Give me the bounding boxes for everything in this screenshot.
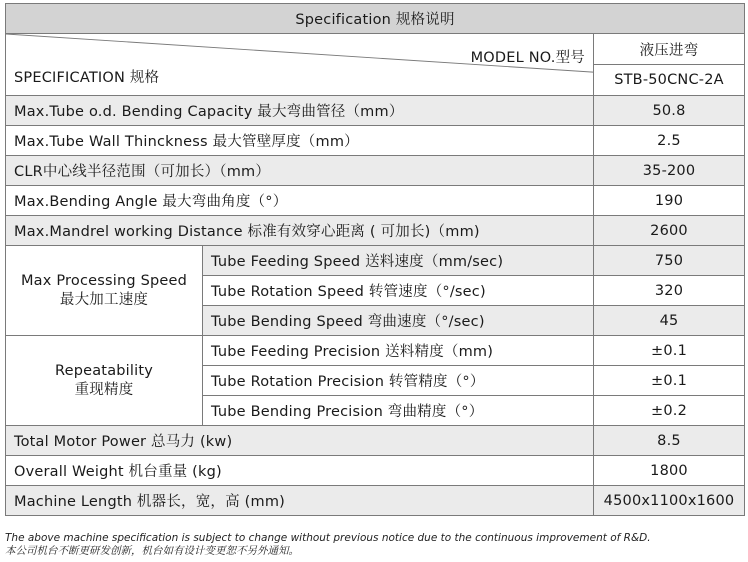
spec-label-length: Machine Length 机器长，宽，高 (mm) <box>6 486 594 516</box>
model-no-label: MODEL NO.型号 <box>470 50 585 66</box>
spec-value-feeding-speed: 750 <box>594 246 745 276</box>
table-row <box>6 456 745 486</box>
spec-value-wall: 2.5 <box>594 126 745 156</box>
speed-group-en: Max Processing Speed <box>20 272 188 289</box>
spec-label-mandrel: Max.Mandrel working Distance 标准有效穿心距离 ( 可加长)（mm) <box>6 216 594 246</box>
footnote-en: The above machine specification is subject to change without previous notice due to the continuous improvement of R&D. <box>5 532 651 544</box>
spec-label-clr: CLR中心线半径范围（可加长）（mm） <box>6 156 594 186</box>
table-row <box>6 246 745 276</box>
footnote <box>5 532 651 558</box>
spec-label-weight: Overall Weight 机台重量 (kg) <box>6 456 594 486</box>
spec-label-rotation-precision: Tube Rotation Precision 转管精度（°） <box>203 366 594 396</box>
table-title: Specification 规格说明 <box>6 4 745 34</box>
spec-label-tube-od: Max.Tube o.d. Bending Capacity 最大弯曲管径（mm） <box>6 96 594 126</box>
spec-value-rotation-precision: ±0.1 <box>594 366 745 396</box>
repeat-group-cn: 重现精度 <box>74 381 134 398</box>
spec-label-bending-precision: Tube Bending Precision 弯曲精度（°） <box>203 396 594 426</box>
diagonal-header-cell <box>6 34 594 96</box>
spec-label-feeding-precision: Tube Feeding Precision 送料精度（mm) <box>203 336 594 366</box>
spec-value-weight: 1800 <box>594 456 745 486</box>
spec-value-length: 4500x1100x1600 <box>594 486 745 516</box>
specification-label: SPECIFICATION 规格 <box>14 70 160 86</box>
table-row <box>6 126 745 156</box>
table-row <box>6 486 745 516</box>
table-row <box>6 156 745 186</box>
table-title-row <box>6 4 745 34</box>
spec-value-mandrel: 2600 <box>594 216 745 246</box>
spec-value-bending-speed: 45 <box>594 306 745 336</box>
table-row <box>6 336 745 366</box>
speed-group-label <box>6 246 203 336</box>
speed-group-cn: 最大加工速度 <box>59 291 149 308</box>
spec-value-clr: 35-200 <box>594 156 745 186</box>
spec-table <box>5 3 745 516</box>
table-row <box>6 216 745 246</box>
repeat-group-en: Repeatability <box>54 362 154 379</box>
table-row <box>6 426 745 456</box>
footnote-cn: 本公司机台不断更研发创新，机台如有设计变更恕不另外通知。 <box>5 545 299 557</box>
spec-label-angle: Max.Bending Angle 最大弯曲角度（°） <box>6 186 594 216</box>
model-number: STB-50CNC-2A <box>594 65 745 96</box>
table-row <box>6 186 745 216</box>
spec-value-feeding-precision: ±0.1 <box>594 336 745 366</box>
model-header-row-1 <box>6 34 745 65</box>
model-type: 液压进弯 <box>594 34 745 65</box>
spec-label-wall: Max.Tube Wall Thinckness 最大管壁厚度（mm） <box>6 126 594 156</box>
spec-label-bending-speed: Tube Bending Speed 弯曲速度（°/sec) <box>203 306 594 336</box>
table-row <box>6 96 745 126</box>
repeatability-group-label <box>6 336 203 426</box>
spec-value-power: 8.5 <box>594 426 745 456</box>
spec-value-bending-precision: ±0.2 <box>594 396 745 426</box>
spec-value-tube-od: 50.8 <box>594 96 745 126</box>
spec-label-rotation-speed: Tube Rotation Speed 转管速度（°/sec) <box>203 276 594 306</box>
spec-value-angle: 190 <box>594 186 745 216</box>
spec-label-feeding-speed: Tube Feeding Speed 送料速度（mm/sec) <box>203 246 594 276</box>
spec-label-power: Total Motor Power 总马力 (kw) <box>6 426 594 456</box>
spec-value-rotation-speed: 320 <box>594 276 745 306</box>
